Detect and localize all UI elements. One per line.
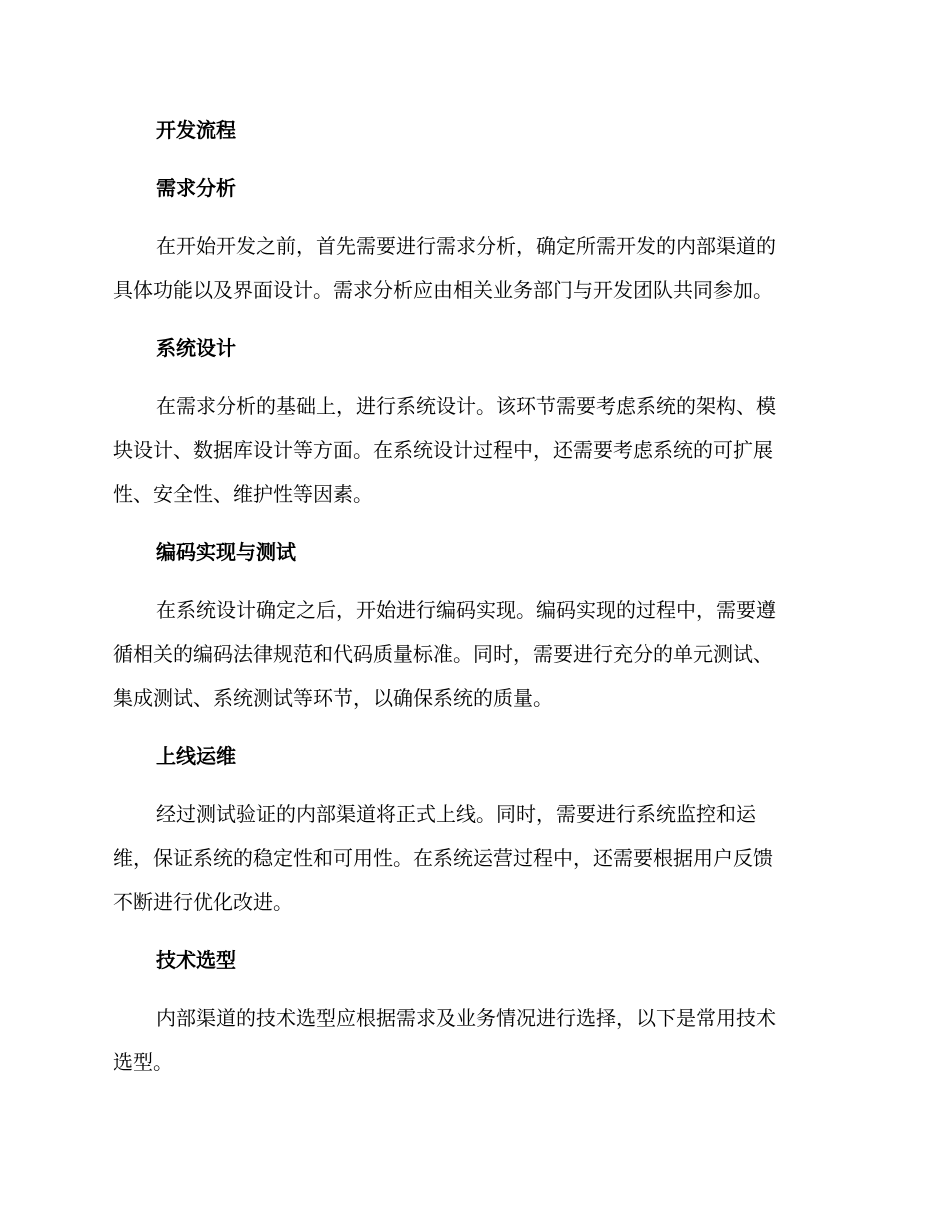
paragraph-line: 在需求分析的基础上，进行系统设计。该环节需要考虑系统的架构、模 [156,394,776,418]
paragraph-line: 在系统设计确定之后，开始进行编码实现。编码实现的过程中，需要遵 [156,598,776,622]
section-heading-dev-process: 开发流程 [156,118,236,142]
paragraph-line: 不断进行优化改进。 [113,890,293,914]
section-heading-tech-selection: 技术选型 [156,948,236,972]
paragraph-line: 块设计、数据库设计等方面。在系统设计过程中，还需要考虑系统的可扩展 [113,438,773,462]
paragraph-line: 在开始开发之前，首先需要进行需求分析，确定所需开发的内部渠道的 [156,234,776,258]
paragraph-line: 选型。 [113,1050,173,1074]
paragraph-deployment-ops [113,792,835,924]
paragraph-line: 具体功能以及界面设计。需求分析应由相关业务部门与开发团队共同参加。 [113,278,773,302]
paragraph-requirements [113,224,835,312]
paragraph-line: 性、安全性、维护性等因素。 [113,482,373,506]
paragraph-line: 维，保证系统的稳定性和可用性。在系统运营过程中，还需要根据用户反馈 [113,846,773,870]
section-heading-coding-testing: 编码实现与测试 [156,540,296,564]
paragraph-coding-testing [113,588,835,720]
paragraph-system-design [113,384,835,516]
document-body [113,108,835,1098]
section-heading-requirements: 需求分析 [156,176,236,200]
paragraph-line: 循相关的编码法律规范和代码质量标准。同时，需要进行充分的单元测试、 [113,642,773,666]
paragraph-tech-selection [113,996,835,1084]
paragraph-line: 经过测试验证的内部渠道将正式上线。同时，需要进行系统监控和运 [156,802,756,826]
section-heading-system-design: 系统设计 [156,336,236,360]
paragraph-line: 内部渠道的技术选型应根据需求及业务情况进行选择，以下是常用技术 [156,1006,776,1030]
paragraph-line: 集成测试、系统测试等环节，以确保系统的质量。 [113,686,553,710]
section-heading-deployment-ops: 上线运维 [156,744,236,768]
